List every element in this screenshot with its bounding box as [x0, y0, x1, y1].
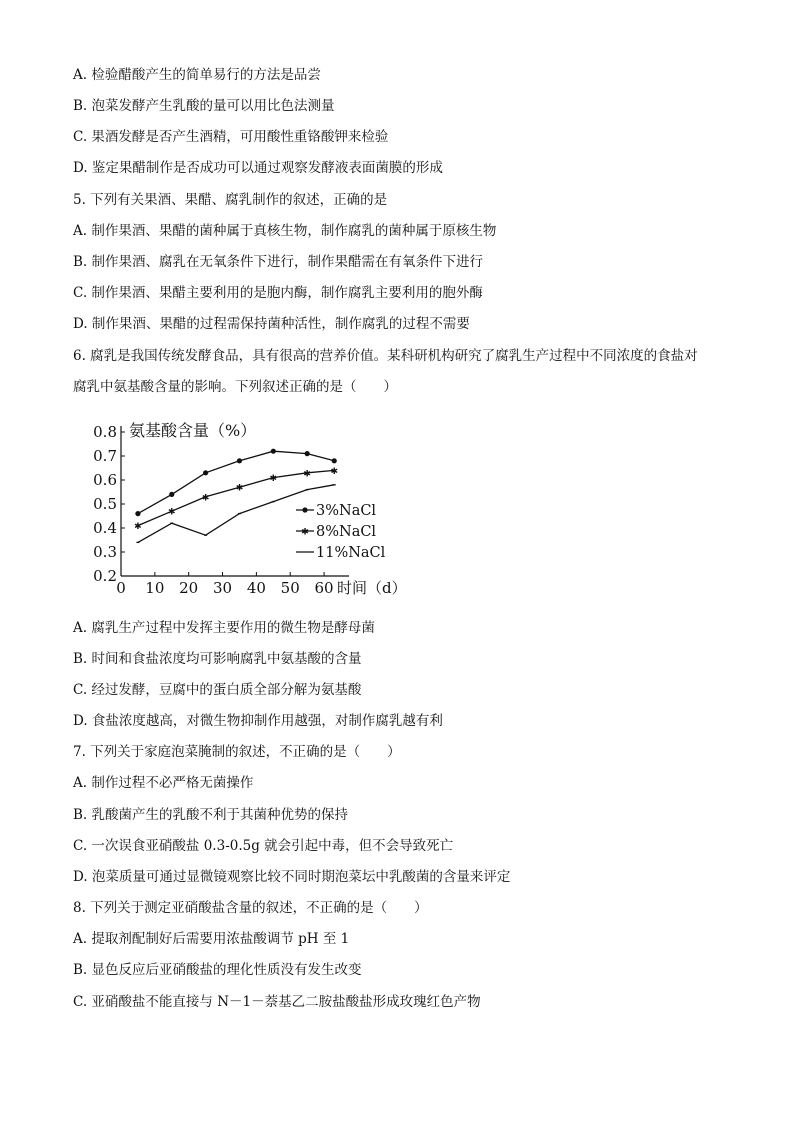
legend-label: 8%NaCl — [316, 524, 377, 540]
y-tick-label: 0.8 — [93, 423, 117, 441]
data-point — [271, 449, 276, 454]
text-line: B. 制作果酒、腐乳在无氧条件下进行，制作果醋需在有氧条件下进行 — [73, 254, 484, 270]
data-point: ✱ — [201, 493, 210, 504]
y-tick-label: 0.2 — [93, 567, 117, 585]
text-line: B. 时间和食盐浓度均可影响腐乳中氨基酸的含量 — [73, 651, 362, 667]
text-line: C. 制作果酒、果醋主要利用的是胞内酶，制作腐乳主要利用的胞外酶 — [73, 285, 483, 301]
x-tick-label: 20 — [179, 579, 199, 597]
data-point — [237, 458, 242, 463]
data-point: ✱ — [235, 483, 244, 494]
x-tick-label: 0 — [116, 579, 126, 597]
data-point — [305, 451, 310, 456]
text-line: 6. 腐乳是我国传统发酵食品，具有很高的营养价值。某科研机构研究了腐乳生产过程中不同浓度的食盐对 — [73, 348, 698, 364]
data-point — [135, 511, 140, 516]
line-chart — [88, 412, 418, 612]
data-point: ✱ — [330, 466, 339, 477]
text-line: 5. 下列有关果酒、果醋、腐乳制作的叙述，正确的是 — [73, 192, 388, 208]
text-line: C. 亚硝酸盐不能直接与 N－1－萘基乙二胺盐酸盐形成玫瑰红色产物 — [73, 994, 481, 1010]
y-tick-label: 0.4 — [93, 519, 117, 537]
text-line: A. 检验醋酸产生的简单易行的方法是品尝 — [73, 67, 321, 83]
text-line: D. 制作果酒、果醋的过程需保持菌种活性，制作腐乳的过程不需要 — [73, 316, 470, 332]
text-line: D. 泡菜质量可通过显微镜观察比较不同时期泡菜坛中乳酸菌的含量来评定 — [73, 869, 511, 885]
text-line: C. 经过发酵，豆腐中的蛋白质全部分解为氨基酸 — [73, 682, 362, 698]
x-tick-label: 10 — [145, 579, 165, 597]
text-line: A. 制作过程不必严格无菌操作 — [73, 775, 254, 791]
text-line: 腐乳中氨基酸含量的影响。下列叙述正确的是（ ） — [73, 379, 397, 395]
x-axis-label: 时间（d） — [337, 579, 407, 597]
legend-label: 3%NaCl — [316, 503, 377, 519]
data-point: ✱ — [167, 507, 176, 518]
text-line: A. 制作果酒、果醋的菌种属于真核生物，制作腐乳的菌种属于原核生物 — [73, 223, 497, 239]
text-line: A. 提取剂配制好后需要用浓盐酸调节 pH 至 1 — [73, 931, 350, 947]
text-line: A. 腐乳生产过程中发挥主要作用的微生物是酵母菌 — [73, 620, 375, 636]
y-tick-label: 0.5 — [93, 495, 117, 513]
data-point: ✱ — [134, 522, 142, 533]
amino-acid-chart — [88, 412, 418, 612]
x-tick-label: 40 — [246, 579, 266, 597]
text-line: 8. 下列关于测定亚硝酸盐含量的叙述，不正确的是（ ） — [73, 900, 428, 916]
x-tick-label: 50 — [280, 579, 300, 597]
text-line: D. 鉴定果醋制作是否成功可以通过观察发酵液表面菌膜的形成 — [73, 160, 443, 176]
y-tick-label: 0.6 — [93, 471, 117, 489]
series-line — [138, 451, 334, 513]
text-line: B. 泡菜发酵产生乳酸的量可以用比色法测量 — [73, 98, 335, 114]
text-line: 7. 下列关于家庭泡菜腌制的叙述，不正确的是（ ） — [73, 744, 401, 760]
data-point: ✱ — [269, 474, 278, 485]
y-tick-label: 0.3 — [93, 543, 117, 561]
text-line: C. 一次误食亚硝酸盐 0.3-0.5g 就会引起中毒，但不会导致死亡 — [73, 838, 454, 854]
y-tick-label: 0.7 — [93, 447, 117, 465]
data-point — [203, 470, 208, 475]
text-line: B. 乳酸菌产生的乳酸不利于其菌种优势的保持 — [73, 807, 349, 823]
x-tick-label: 30 — [212, 579, 233, 597]
data-point — [169, 492, 174, 497]
legend-marker: ✱ — [301, 527, 309, 538]
legend-label: 11%NaCl — [316, 545, 386, 561]
x-tick-label: 60 — [314, 579, 334, 597]
text-line: D. 食盐浓度越高，对微生物抑制作用越强，对制作腐乳越有利 — [73, 713, 443, 729]
legend-marker — [302, 507, 307, 512]
data-point: ✱ — [303, 469, 311, 480]
text-line: C. 果酒发酵是否产生酒精，可用酸性重铬酸钾来检验 — [73, 129, 389, 145]
y-axis-label: 氨基酸含量（%） — [129, 421, 257, 440]
data-point — [332, 458, 337, 463]
text-line: B. 显色反应后亚硝酸盐的理化性质没有发生改变 — [73, 962, 362, 978]
